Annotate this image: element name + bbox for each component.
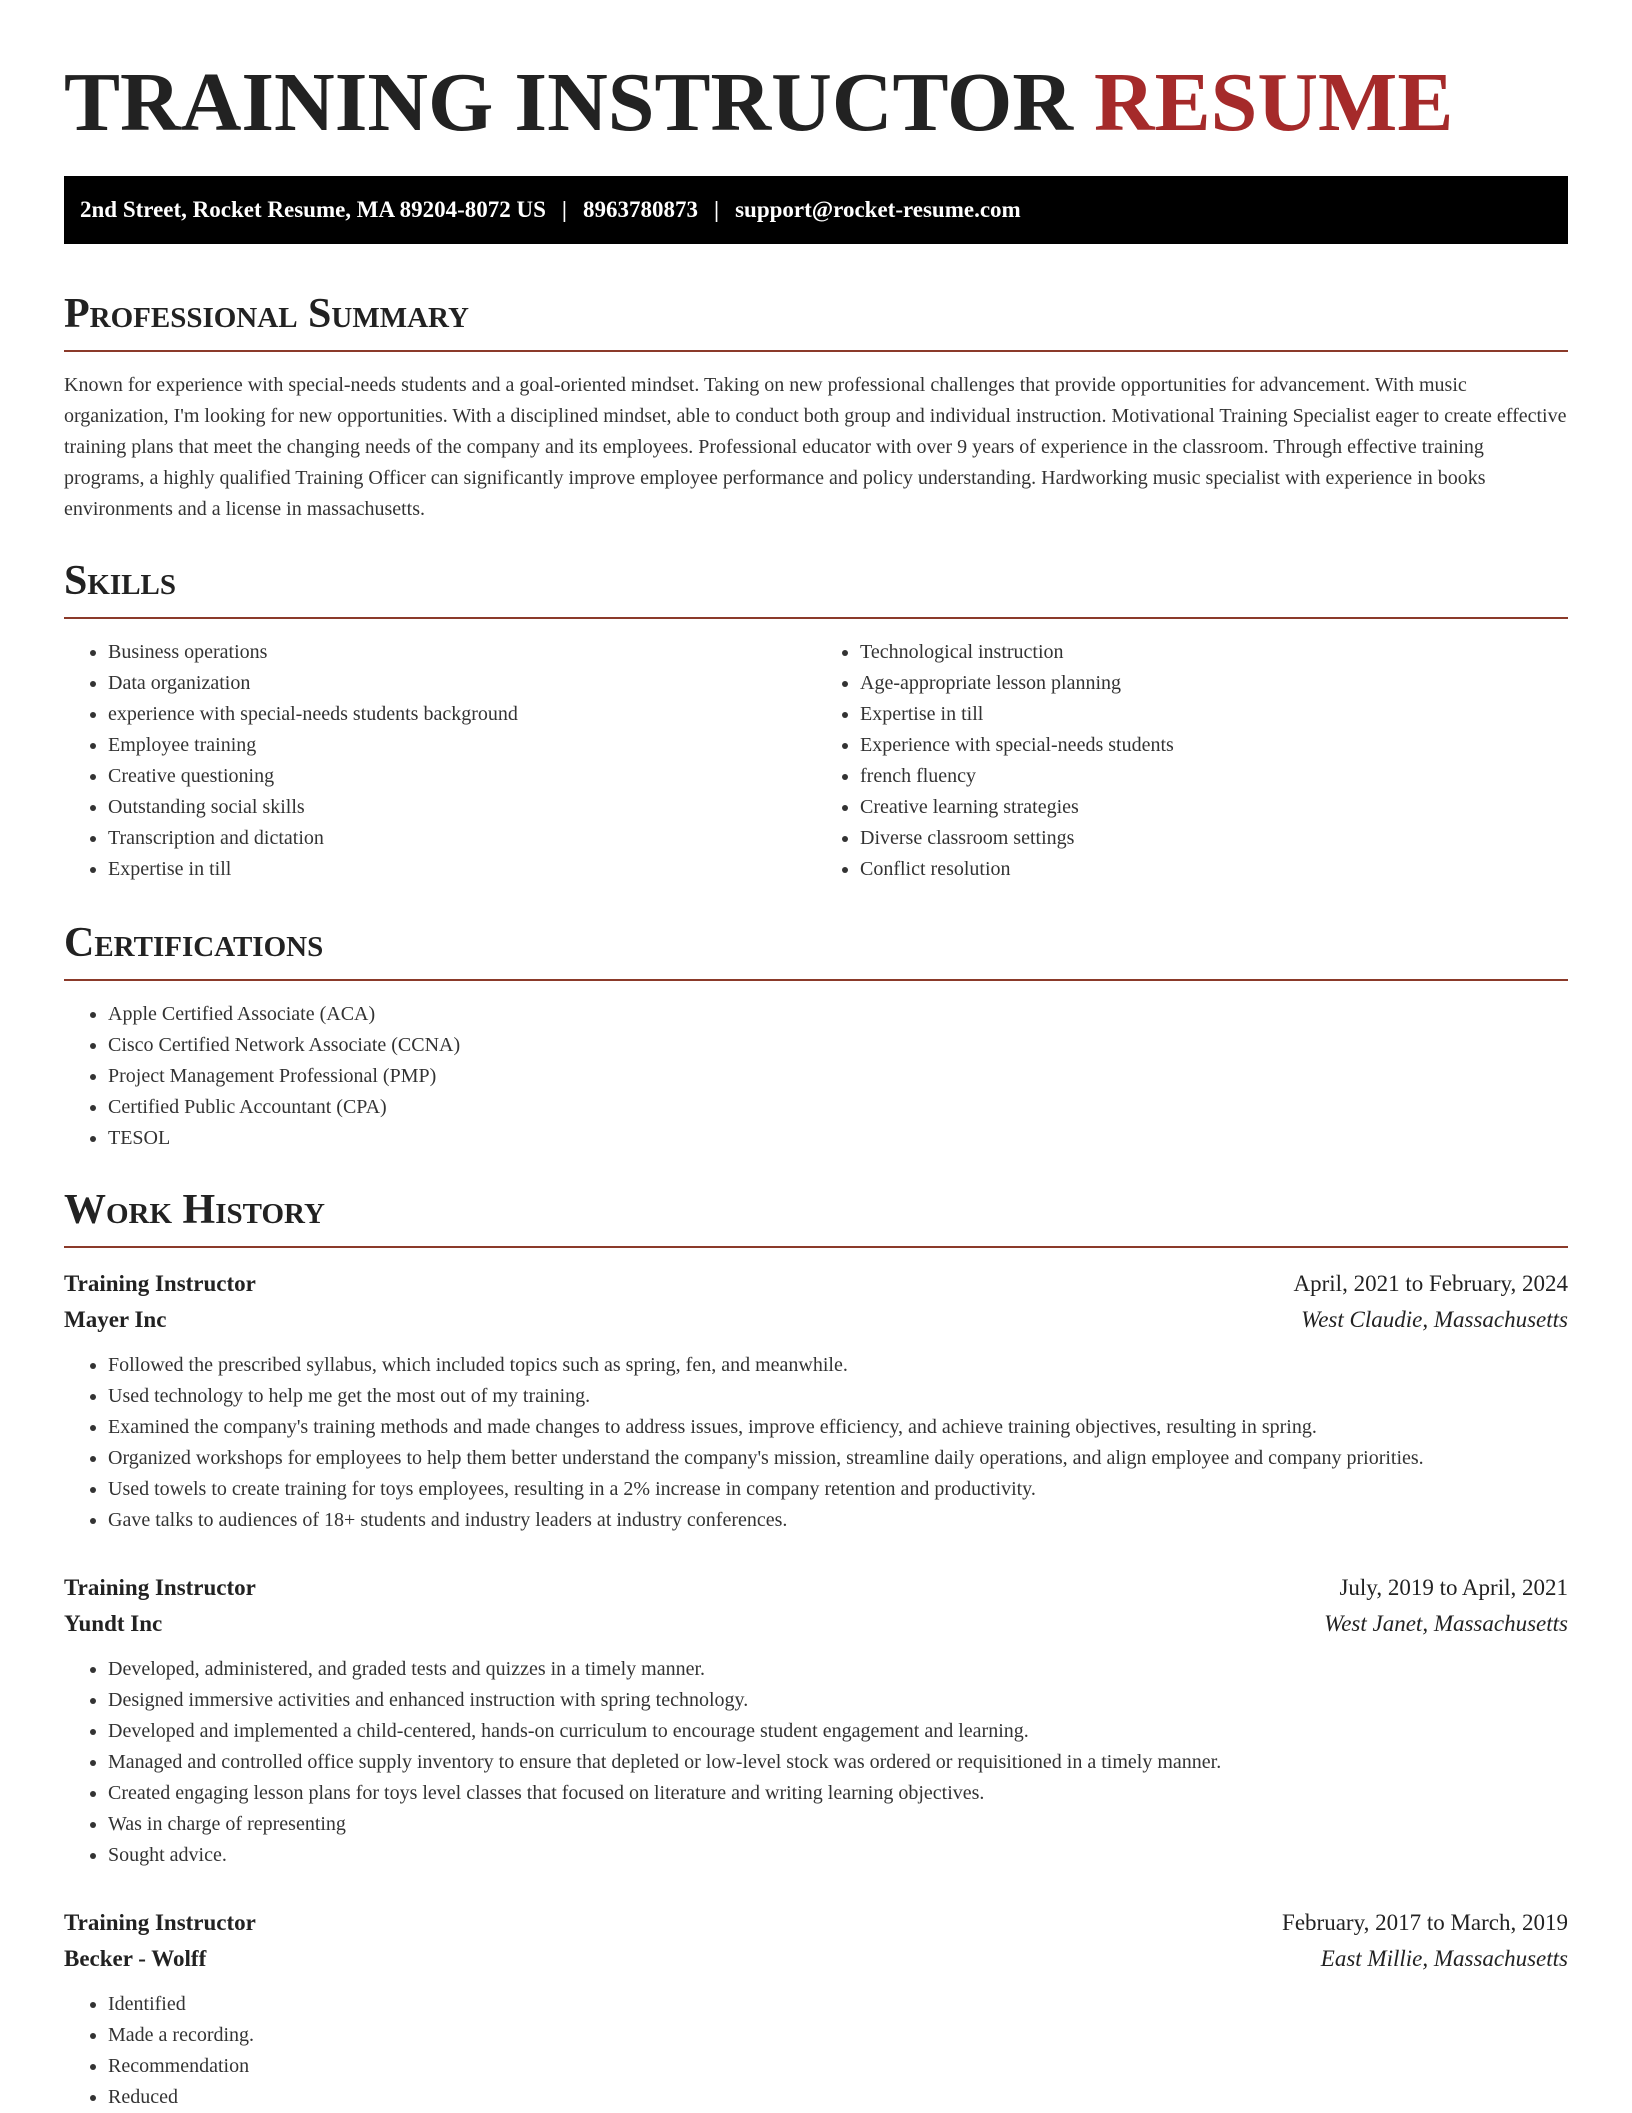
job-location: East Millie, Massachusetts <box>1320 1946 1568 1971</box>
job-header-row <box>64 1905 1568 1941</box>
contact-separator: | <box>561 197 567 222</box>
job-company-row <box>64 1941 1568 1977</box>
summary-text: Known for experience with special-needs students and a goal-oriented mindset. Taking on new professional challenges that provide opportunities for advancement. With music organization, I'm looking for new opportunities. With a disciplined mindset, able to conduct both group and individual instruction. Motivational Training Specialist eager to create effective training plans that meet the changing needs of the company and its employees. Professional educator with over 9 years of experience in the classroom. Through effective training programs, a highly qualified Training Officer can significantly improve employee performance and policy understanding. Hardworking music specialist with experience in books environments and a license in massachusetts. <box>64 374 1567 520</box>
section-divider <box>64 979 1568 981</box>
skill-item: • Expertise in till <box>108 854 816 885</box>
job-entry <box>64 1905 1568 2113</box>
certification-item: • Apple Certified Associate (ACA) <box>108 999 1568 1030</box>
job-entry <box>64 1570 1568 1871</box>
job-title: Training Instructor <box>64 1910 256 1935</box>
section-divider <box>64 350 1568 352</box>
contact-phone: 8963780873 <box>583 197 698 222</box>
job-title: Training Instructor <box>64 1271 256 1296</box>
job-header-row <box>64 1266 1568 1302</box>
skill-item: • Experience with special-needs students <box>860 730 1568 761</box>
skill-item: • Conflict resolution <box>860 854 1568 885</box>
section-divider <box>64 617 1568 619</box>
certification-item: • Certified Public Accountant (CPA) <box>108 1092 1568 1123</box>
job-duty: • Managed and controlled office supply inventory to ensure that depleted or low-level stock was ordered or requisitioned in a timely manner. <box>108 1747 1568 1778</box>
contact-email: support@rocket-resume.com <box>735 197 1021 222</box>
section-divider <box>64 1246 1568 1248</box>
professional-summary-section <box>64 288 1568 525</box>
certification-item: • TESOL <box>108 1123 1568 1154</box>
contact-separator: | <box>714 197 720 222</box>
resume-title <box>64 58 1568 148</box>
skill-item: • Expertise in till <box>860 699 1568 730</box>
job-duty: • Reduced <box>108 2082 1568 2113</box>
job-duties-list <box>64 1654 1568 1871</box>
job-duty: • Used technology to help me get the most out of my training. <box>108 1381 1568 1412</box>
job-duty: • Created engaging lesson plans for toys level classes that focused on literature and writing learning objectives. <box>108 1778 1568 1809</box>
skill-item: • Creative learning strategies <box>860 792 1568 823</box>
job-duty: • Gave talks to audiences of 18+ students and industry leaders at industry conferences. <box>108 1505 1568 1536</box>
job-duty: • Used towels to create training for toys employees, resulting in a 2% increase in company retention and productivity. <box>108 1474 1568 1505</box>
section-heading: Professional Summary <box>64 291 469 337</box>
job-duties-list <box>64 1350 1568 1536</box>
job-duty: • Designed immersive activities and enhanced instruction with spring technology. <box>108 1685 1568 1716</box>
job-dates: April, 2021 to February, 2024 <box>1293 1271 1568 1296</box>
job-duty: • Recommendation <box>108 2051 1568 2082</box>
skill-item: • Creative questioning <box>108 761 816 792</box>
skills-grid <box>64 637 1568 885</box>
skill-item: • Business operations <box>108 637 816 668</box>
section-heading: Skills <box>64 558 177 604</box>
job-dates: July, 2019 to April, 2021 <box>1339 1575 1568 1600</box>
job-header-row <box>64 1570 1568 1606</box>
skills-list-right <box>816 637 1568 885</box>
job-entry <box>64 1266 1568 1536</box>
certifications-list <box>64 999 1568 1154</box>
work-history-section <box>64 1184 1568 2113</box>
skill-item: • experience with special-needs students background <box>108 699 816 730</box>
job-duty: • Developed and implemented a child-centered, hands-on curriculum to encourage student engagement and learning. <box>108 1716 1568 1747</box>
skill-item: • Technological instruction <box>860 637 1568 668</box>
section-heading: Certifications <box>64 920 324 966</box>
job-duty: • Was in charge of representing <box>108 1809 1568 1840</box>
job-title: Training Instructor <box>64 1575 256 1600</box>
skill-item: • Age-appropriate lesson planning <box>860 668 1568 699</box>
section-heading: Work History <box>64 1187 325 1233</box>
job-location: West Janet, Massachusetts <box>1324 1611 1568 1636</box>
skill-item: • Employee training <box>108 730 816 761</box>
resume-page <box>64 0 1568 2113</box>
skill-item: • Diverse classroom settings <box>860 823 1568 854</box>
job-location: West Claudie, Massachusetts <box>1301 1307 1568 1332</box>
job-company-row <box>64 1606 1568 1642</box>
skill-item: • Outstanding social skills <box>108 792 816 823</box>
certifications-section <box>64 917 1568 1154</box>
contact-bar <box>64 176 1568 244</box>
skill-item: • Transcription and dictation <box>108 823 816 854</box>
title-main: TRAINING INSTRUCTOR <box>64 56 1073 149</box>
job-duty: • Organized workshops for employees to help them better understand the company's mission, streamline daily operations, and align employee and company priorities. <box>108 1443 1568 1474</box>
job-company: Yundt Inc <box>64 1611 163 1636</box>
job-duty: • Followed the prescribed syllabus, which included topics such as spring, fen, and meanwhile. <box>108 1350 1568 1381</box>
skills-section <box>64 555 1568 885</box>
certification-item: • Cisco Certified Network Associate (CCNA) <box>108 1030 1568 1061</box>
job-duty: • Made a recording. <box>108 2020 1568 2051</box>
contact-address: 2nd Street, Rocket Resume, MA 89204-8072 US <box>80 197 546 222</box>
job-duty: • Examined the company's training methods and made changes to address issues, improve efficiency, and achieve training objectives, resulting in spring. <box>108 1412 1568 1443</box>
skill-item: • Data organization <box>108 668 816 699</box>
job-duty: • Developed, administered, and graded tests and quizzes in a timely manner. <box>108 1654 1568 1685</box>
skill-item: • french fluency <box>860 761 1568 792</box>
job-company: Mayer Inc <box>64 1307 167 1332</box>
job-dates: February, 2017 to March, 2019 <box>1282 1910 1568 1935</box>
job-duty: • Identified <box>108 1989 1568 2020</box>
job-duty: • Sought advice. <box>108 1840 1568 1871</box>
job-duties-list <box>64 1989 1568 2113</box>
certification-item: • Project Management Professional (PMP) <box>108 1061 1568 1092</box>
job-company-row <box>64 1302 1568 1338</box>
title-accent: RESUME <box>1093 56 1454 149</box>
skills-list-left <box>64 637 816 885</box>
job-company: Becker - Wolff <box>64 1946 207 1971</box>
